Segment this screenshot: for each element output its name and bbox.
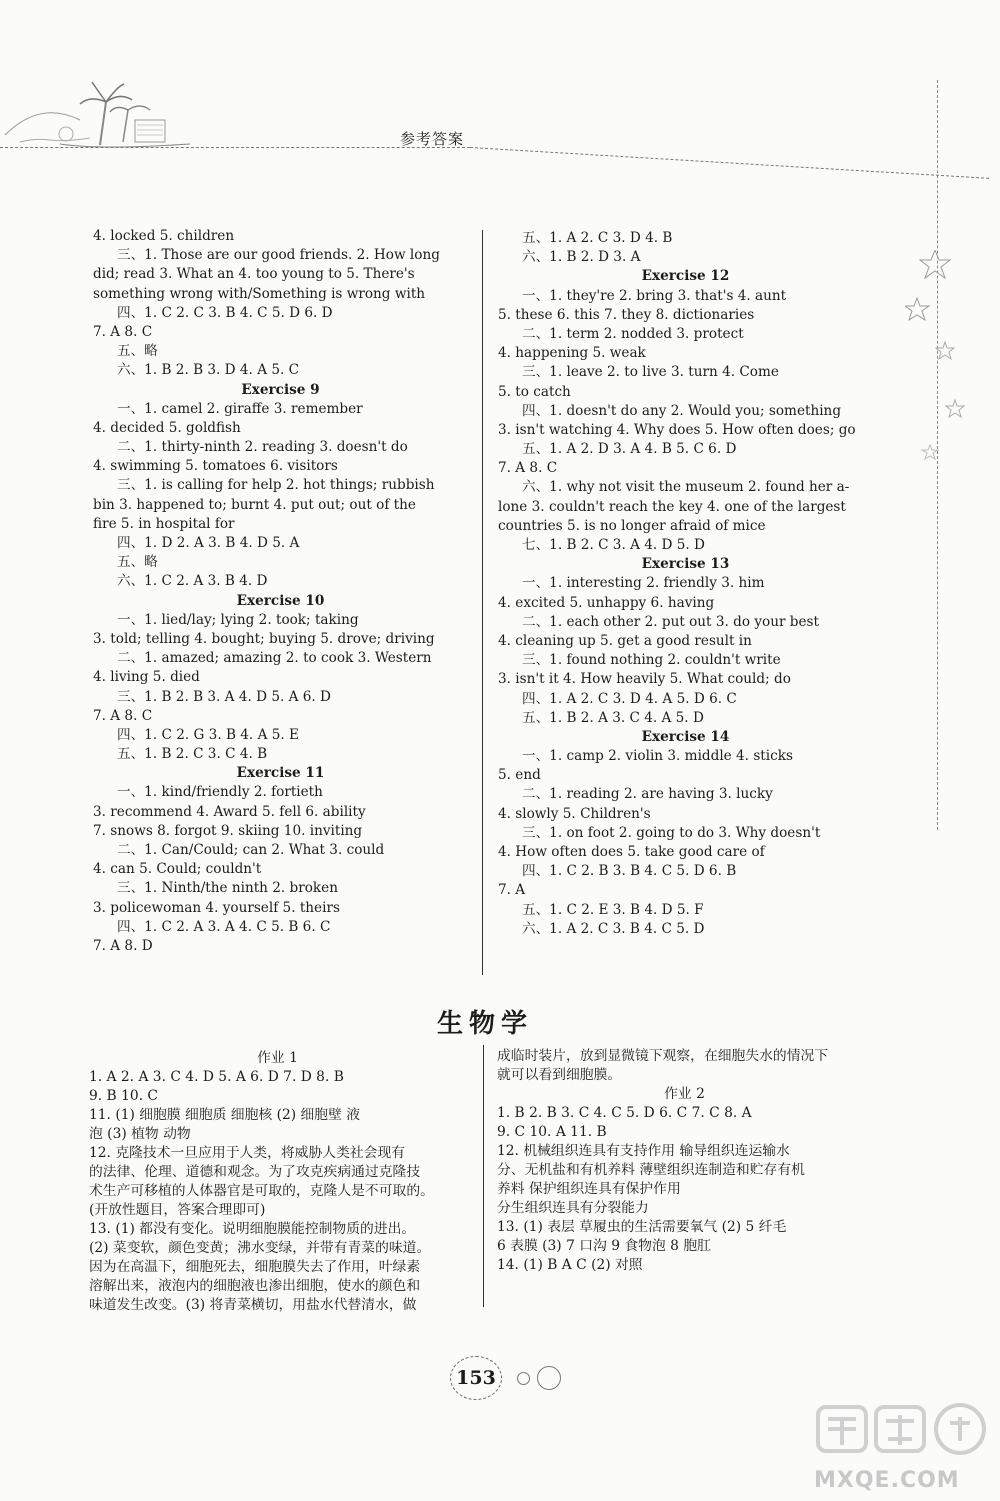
answer-line: 1. A 2. A 3. C 4. D 5. A 6. D 7. D 8. B	[89, 1069, 344, 1085]
english-answers-left-column	[93, 227, 468, 956]
biology-column-divider	[483, 1045, 484, 1307]
answer-line: 4. living 5. died	[93, 669, 200, 686]
answer-line: 4. happening 5. weak	[498, 345, 646, 362]
answer-line: 一、1. kind/friendly 2. fortieth	[117, 784, 323, 801]
answer-line: 一、1. camp 2. violin 3. middle 4. sticks	[522, 748, 793, 765]
answer-line: 三、1. Ninth/the ninth 2. broken	[117, 880, 338, 897]
answer-line: 三、1. is calling for help 2. hot things; rubbish	[117, 477, 435, 494]
answer-line: 味道发生改变。(3) 将青菜横切，用盐水代替清水，做	[89, 1297, 417, 1313]
header-dashed-line	[0, 147, 470, 148]
answer-line: 5. end	[498, 767, 541, 784]
answer-line: countries 5. is no longer afraid of mice	[498, 517, 766, 534]
answer-line: bin 3. happened to; burnt 4. put out; out of the	[93, 496, 416, 513]
answer-line: 泡 (3) 植物 动物	[89, 1126, 191, 1142]
answer-line: 5. these 6. this 7. they 8. dictionaries	[498, 306, 755, 323]
answer-line: 五、1. A 2. D 3. A 4. B 5. C 6. D	[522, 441, 737, 458]
page-header-title: 参考答案	[400, 130, 465, 148]
exercise-heading: Exercise 10	[236, 592, 325, 609]
answer-line: 7. A 8. D	[93, 937, 153, 954]
answer-line: did; read 3. What an 4. too young to 5. There's	[93, 266, 415, 283]
answer-line: 四、1. doesn't do any 2. Would you; something	[522, 402, 842, 419]
answer-line: 四、1. C 2. A 3. A 4. C 5. B 6. C	[117, 918, 331, 935]
answer-line: 二、1. amazed; amazing 2. to cook 3. Western	[117, 650, 432, 667]
answer-line: 三、1. B 2. B 3. A 4. D 5. A 6. D	[117, 688, 331, 705]
watermark-url: MXQE.COM	[814, 1468, 960, 1493]
palm-tree-header-decoration	[0, 80, 200, 160]
answer-line: 三、1. on foot 2. going to do 3. Why doesn't	[522, 824, 821, 841]
answer-line: 四、1. A 2. C 3. D 4. A 5. D 6. C	[522, 690, 737, 707]
answer-line: (2) 菜变软，颜色变黄；沸水变绿，并带有青菜的味道。	[89, 1240, 431, 1256]
answer-line: 4. slowly 5. Children's	[498, 805, 651, 822]
answer-line: 四、1. D 2. A 3. B 4. D 5. A	[117, 535, 300, 551]
answer-line: 五、1. A 2. C 3. D 4. B	[522, 230, 673, 246]
answer-line: 7. A 8. C	[498, 460, 558, 477]
header-dashed-line-slanted	[470, 147, 989, 179]
answer-line: 9. B 10. C	[89, 1088, 158, 1104]
answer-line: 4. can 5. Could; couldn't	[93, 861, 262, 878]
answer-line: 四、1. C 2. G 3. B 4. A 5. E	[117, 726, 299, 743]
answer-line: 成临时装片，放到显微镜下观察，在细胞失水的情况下	[497, 1048, 829, 1064]
answer-line: 3. isn't it 4. How heavily 5. What could; do	[498, 671, 791, 688]
answer-line: 养料 保护组织连具有保护作用	[497, 1181, 681, 1197]
answer-line: 一、1. camel 2. giraffe 3. remember	[117, 400, 363, 417]
exercise-heading: Exercise 11	[236, 765, 325, 782]
answer-line: 一、1. lied/lay; lying 2. took; taking	[117, 611, 359, 628]
answer-line: 12. 机械组织连具有支持作用 输导组织连运输水	[497, 1143, 790, 1159]
answer-line: 五、1. B 2. C 3. C 4. B	[117, 746, 268, 763]
answer-line: 13. (1) 都没有变化。说明细胞膜能控制物质的进出。	[89, 1221, 416, 1237]
answer-line: 三、1. Those are our good friends. 2. How long	[117, 247, 440, 264]
answer-line: 三、1. leave 2. to live 3. turn 4. Come	[522, 364, 779, 381]
answer-line: 3. told; telling 4. bought; buying 5. drove; driving	[93, 630, 435, 647]
answer-line: 一、1. interesting 2. friendly 3. him	[522, 575, 765, 592]
circle-decoration	[537, 1366, 561, 1390]
answer-line: 13. (1) 表层 草履虫的生活需要氧气 (2) 5 纤毛	[497, 1219, 787, 1235]
answer-line: 4. excited 5. unhappy 6. having	[498, 594, 715, 611]
answer-line: 11. (1) 细胞膜 细胞质 细胞核 (2) 细胞壁 液	[89, 1107, 361, 1123]
english-answers-right-column	[498, 229, 873, 939]
answer-line: 三、1. found nothing 2. couldn't write	[522, 652, 781, 669]
answer-line: 7. A 8. C	[93, 323, 153, 340]
answer-line: 二、1. Can/Could; can 2. What 3. could	[117, 842, 385, 858]
answer-line: 3. recommend 4. Award 5. fell 6. ability	[93, 803, 366, 820]
answer-line: 14. (1) B A C (2) 对照	[497, 1257, 643, 1273]
exercise-heading: Exercise 13	[641, 556, 730, 573]
answer-line: 二、1. each other 2. put out 3. do your best	[522, 613, 819, 630]
answer-line: 3. isn't watching 4. Why does 5. How often does; go	[498, 421, 856, 438]
answer-line: 溶解出来，液泡内的细胞液也渗出细胞，使水的颜色和	[89, 1278, 421, 1294]
answer-line: 二、1. term 2. nodded 3. protect	[522, 325, 744, 342]
answer-line: 四、1. C 2. B 3. B 4. C 5. D 6. B	[522, 863, 737, 880]
biology-answers-left-column	[89, 1049, 466, 1315]
answer-line: 7. A	[498, 882, 526, 899]
answer-line: 六、1. B 2. B 3. D 4. A 5. C	[117, 362, 300, 379]
answer-line: 二、1. reading 2. are having 3. lucky	[522, 786, 773, 803]
answer-line: 二、1. thirty-ninth 2. reading 3. doesn't do	[117, 439, 408, 456]
answer-line: 4. cleaning up 5. get a good result in	[498, 632, 752, 649]
answer-line: 六、1. C 2. A 3. B 4. D	[117, 573, 268, 590]
answer-line: 五、略	[117, 343, 158, 360]
answer-line: 分生组织连具有分裂能力	[497, 1200, 649, 1216]
biology-section-title: 生物学	[437, 1009, 534, 1039]
biology-answers-right-column	[497, 1047, 872, 1275]
exercise-heading: Exercise 9	[241, 381, 320, 398]
column-divider	[482, 230, 483, 975]
answer-line: 就可以看到细胞膜。	[497, 1067, 622, 1083]
answer-line: 一、1. they're 2. bring 3. that's 4. aunt	[522, 287, 787, 304]
answer-line: 9. C 10. A 11. B	[497, 1124, 607, 1140]
answer-line: 五、1. B 2. A 3. C 4. A 5. D	[522, 709, 704, 726]
answer-line: 六、1. why not visit the museum 2. found her a-	[522, 479, 850, 496]
exercise-heading: Exercise 12	[641, 268, 730, 285]
page-number: 153	[450, 1356, 502, 1400]
answer-line: 1. B 2. B 3. C 4. C 5. D 6. C 7. C 8. A	[497, 1105, 752, 1121]
answer-line: 4. decided 5. goldfish	[93, 419, 241, 436]
answer-line: 术生产可移植的人体器官是可取的，克隆人是不可取的。	[89, 1183, 434, 1199]
answer-line: 分、无机盐和有机养料 薄壁组织连制造和贮存有机	[497, 1162, 805, 1178]
answer-line: 七、1. B 2. C 3. A 4. D 5. D	[522, 537, 705, 553]
small-circle-decoration	[517, 1372, 530, 1385]
answer-line: 因为在高温下，细胞死去，细胞膜失去了作用，叶绿素	[89, 1259, 421, 1275]
answer-line: 6 表膜 (3) 7 口沟 9 食物泡 8 胞肛	[497, 1238, 711, 1254]
answer-line: 3. policewoman 4. yourself 5. theirs	[93, 899, 340, 916]
exercise-heading: 作业 2	[664, 1086, 705, 1102]
answer-line: 5. to catch	[498, 383, 571, 400]
answer-line: 五、1. C 2. E 3. B 4. D 5. F	[522, 901, 704, 918]
answer-line: something wrong with/Something is wrong with	[93, 285, 426, 302]
answer-line: 4. How often does 5. take good care of	[498, 844, 765, 860]
answer-line: 7. A 8. C	[93, 707, 153, 724]
answer-line: 7. snows 8. forgot 9. skiing 10. inviting	[93, 822, 363, 839]
answer-line: 六、1. A 2. C 3. B 4. C 5. D	[522, 920, 705, 937]
answer-line: 六、1. B 2. D 3. A	[522, 249, 641, 266]
answer-line: 4. locked 5. children	[93, 228, 235, 244]
answer-line: 五、略	[117, 554, 158, 571]
answer-line: 4. swimming 5. tomatoes 6. visitors	[93, 458, 338, 475]
answer-line: (开放性题目，答案合理即可)	[89, 1202, 266, 1218]
stars-decoration	[905, 250, 975, 470]
answer-line: fire 5. in hospital for	[93, 515, 235, 532]
answer-line: lone 3. couldn't reach the key 4. one of the largest	[498, 498, 846, 515]
exercise-heading: Exercise 14	[641, 728, 730, 745]
answer-line: 的法律、伦理、道德和观念。为了攻克疾病通过克隆技	[89, 1164, 421, 1180]
answer-line: 四、1. C 2. C 3. B 4. C 5. D 6. D	[117, 304, 333, 321]
exercise-heading: 作业 1	[257, 1050, 298, 1066]
answer-line: 12. 克隆技术一旦应用于人类，将威胁人类社会现有	[89, 1145, 406, 1161]
